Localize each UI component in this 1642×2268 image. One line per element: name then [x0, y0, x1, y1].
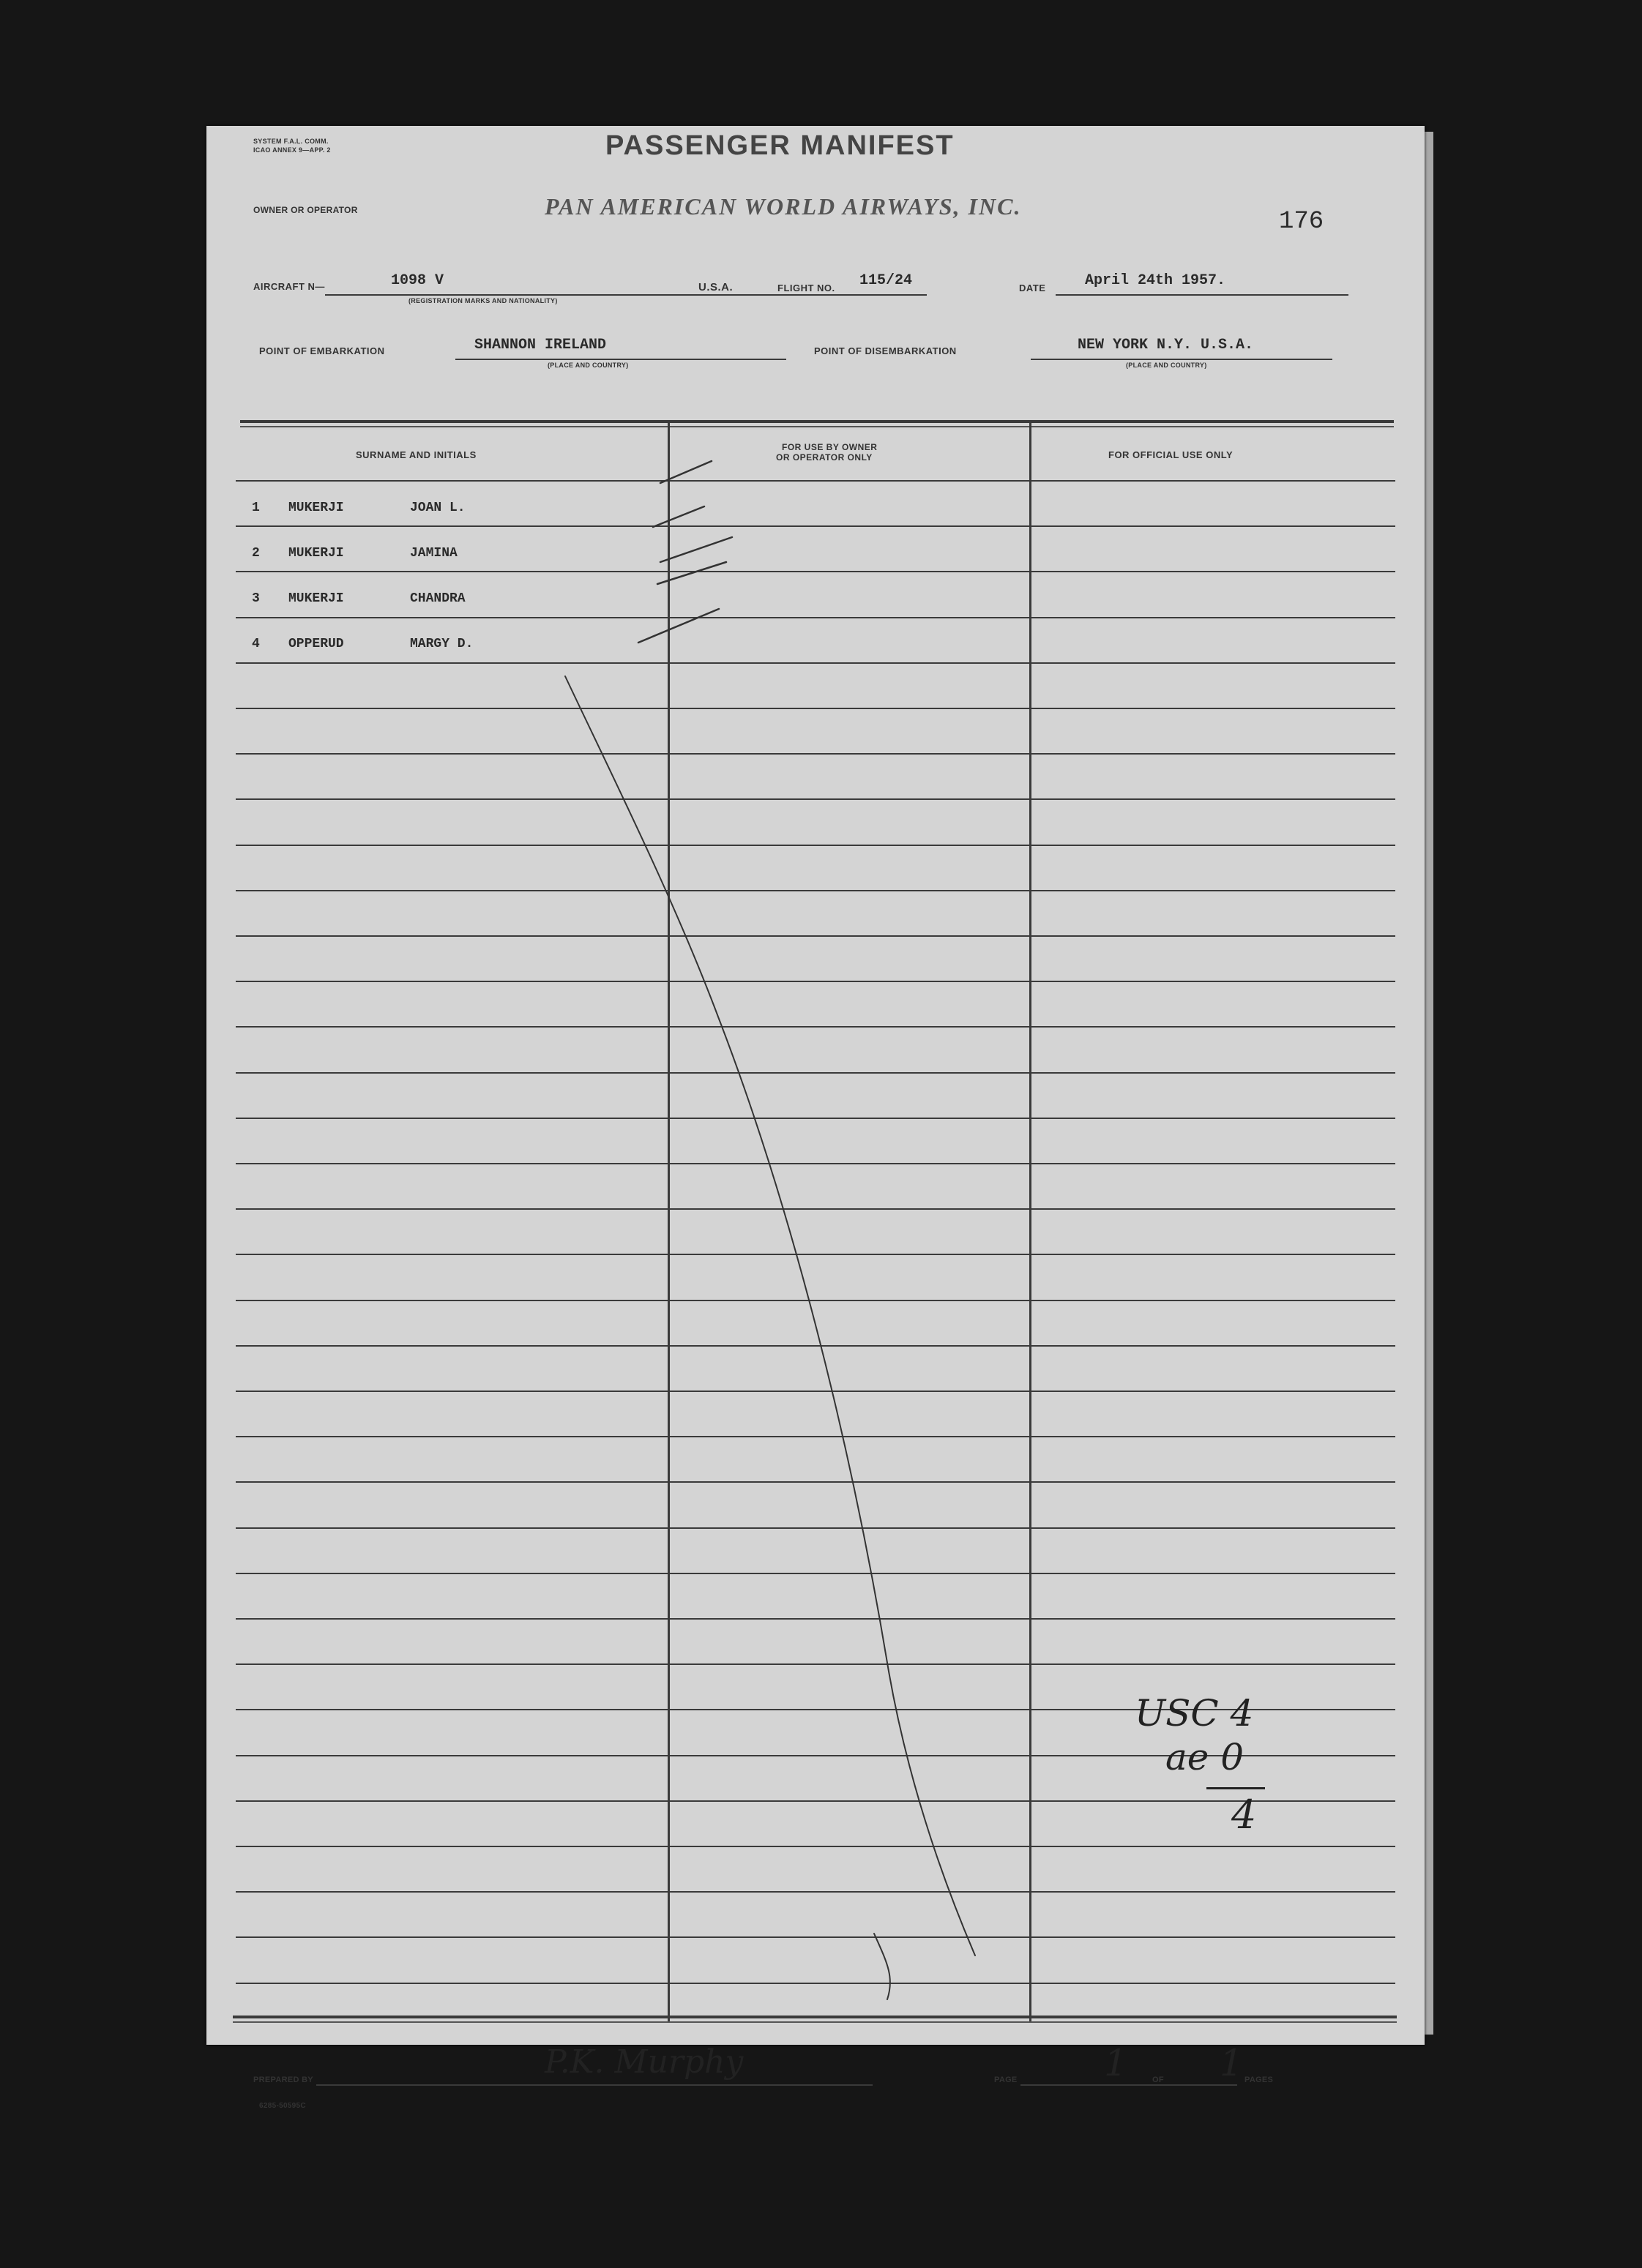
passenger-surname: OPPERUD: [288, 637, 344, 651]
passenger-given-name: JAMINA: [410, 546, 458, 561]
disembarkation-caption: (PLACE AND COUNTRY): [1126, 362, 1207, 369]
row-number: 4: [252, 637, 260, 651]
system-ref-line1: SYSTEM F.A.L. COMM.: [253, 138, 329, 145]
system-ref-line2: ICAO ANNEX 9—APP. 2: [253, 146, 331, 154]
pages-label: PAGES: [1244, 2076, 1274, 2084]
form-code: 6285-50595C: [259, 2102, 306, 2110]
owner-label: OWNER OR OPERATOR: [253, 205, 358, 215]
country-label: U.S.A.: [698, 281, 734, 293]
row-number: 2: [252, 546, 260, 561]
disembarkation-value: NEW YORK N.Y. U.S.A.: [1078, 337, 1254, 353]
embarkation-label: POINT OF EMBARKATION: [259, 345, 385, 356]
passenger-surname: MUKERJI: [288, 546, 344, 561]
of-label: OF: [1152, 2076, 1164, 2084]
passenger-given-name: MARGY D.: [410, 637, 474, 651]
col-owner-header-line2: OR OPERATOR ONLY: [776, 452, 873, 463]
passenger-given-name: JOAN L.: [410, 501, 466, 515]
page-value: 1: [1104, 2042, 1127, 2084]
disembarkation-label: POINT OF DISEMBARKATION: [814, 345, 957, 356]
col-official-header: FOR OFFICIAL USE ONLY: [1108, 449, 1234, 460]
manifest-sheet: [206, 126, 1425, 2110]
page-title: PASSENGER MANIFEST: [605, 130, 955, 161]
check-mark: [653, 506, 704, 527]
check-mark: [660, 537, 732, 562]
registration-caption: (REGISTRATION MARKS AND NATIONALITY): [408, 297, 558, 304]
passenger-given-name: CHANDRA: [410, 591, 466, 606]
aircraft-label: AIRCRAFT N—: [253, 281, 325, 292]
date-value: April 24th 1957.: [1085, 272, 1226, 289]
date-label: DATE: [1019, 282, 1046, 293]
check-mark: [657, 562, 726, 584]
tally-total: 4: [1231, 1792, 1257, 1838]
strike-through-line: [565, 676, 975, 1956]
prepared-by-label: PREPARED BY: [253, 2076, 313, 2084]
aircraft-value: 1098 V: [391, 272, 444, 289]
tally-line2: ae 0: [1165, 1736, 1244, 1778]
flight-no-label: FLIGHT NO.: [777, 282, 835, 293]
check-mark: [660, 461, 712, 483]
col-surname-header: SURNAME AND INITIALS: [356, 449, 477, 460]
check-mark: [638, 609, 719, 643]
preparer-signature: P.K. Murphy: [545, 2043, 744, 2081]
pages-value: 1: [1220, 2042, 1243, 2084]
row-number: 1: [252, 501, 260, 515]
page-label: PAGE: [994, 2076, 1018, 2084]
embarkation-value: SHANNON IRELAND: [474, 337, 607, 353]
manifest-number: 176: [1279, 208, 1324, 236]
col-owner-header-line1: FOR USE BY OWNER: [782, 442, 878, 452]
passenger-surname: MUKERJI: [288, 591, 344, 606]
owner-value: PAN AMERICAN WORLD AIRWAYS, INC.: [545, 193, 1022, 220]
flight-no-value: 115/24: [859, 272, 913, 289]
row-number: 3: [252, 591, 260, 606]
passenger-surname: MUKERJI: [288, 501, 344, 515]
embarkation-caption: (PLACE AND COUNTRY): [548, 362, 629, 369]
tally-line1: USC 4: [1135, 1692, 1254, 1734]
